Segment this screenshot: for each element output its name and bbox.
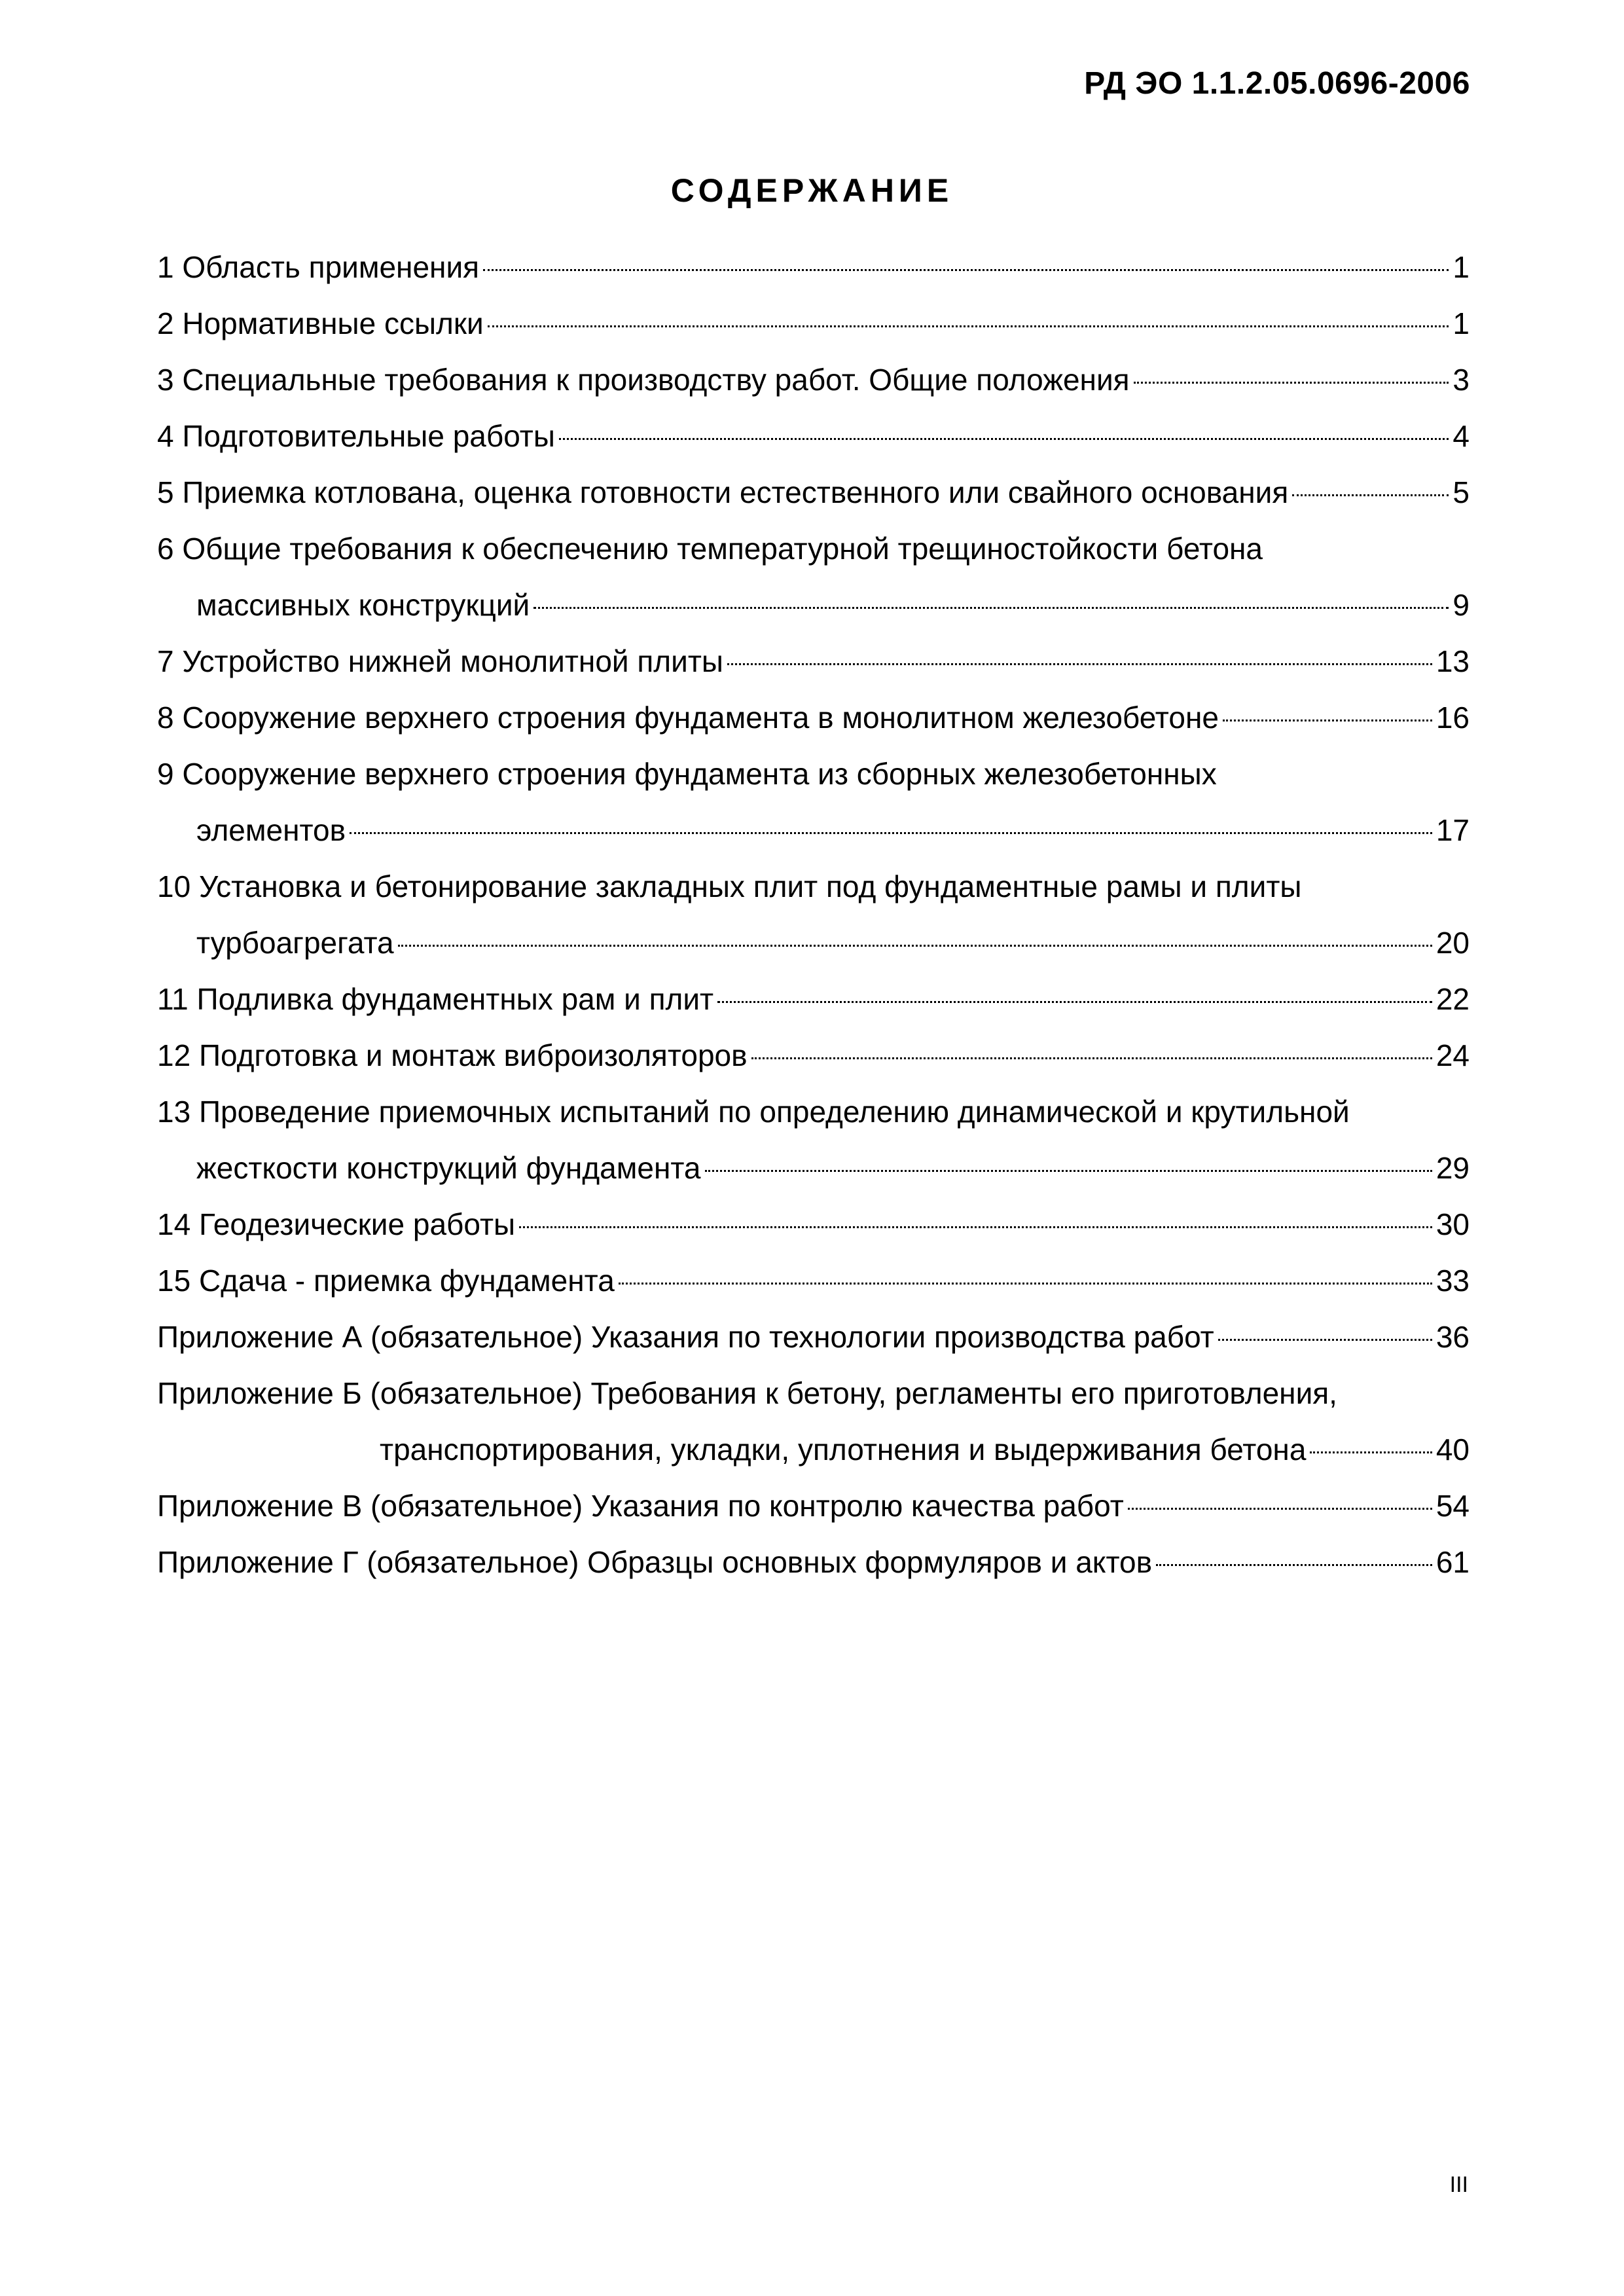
toc-page-number: 4 bbox=[1453, 419, 1470, 453]
toc-page-number: 16 bbox=[1435, 701, 1470, 735]
toc-entry-text: 12 Подготовка и монтаж виброизоляторов bbox=[157, 1038, 748, 1072]
toc-entry-text: 14 Геодезические работы bbox=[157, 1207, 516, 1241]
dot-leader bbox=[559, 438, 1449, 440]
dot-leader bbox=[1218, 1339, 1432, 1341]
toc-entry[interactable] bbox=[157, 464, 1470, 520]
toc-entry-text: 7 Устройство нижней монолитной плиты bbox=[157, 644, 723, 678]
toc-entry-text: 10 Установка и бетонирование закладных плит под фундаментные рамы и плиты bbox=[157, 869, 1302, 903]
toc-entry[interactable] bbox=[157, 971, 1470, 1027]
toc-entry[interactable] bbox=[157, 689, 1470, 746]
toc-entry[interactable] bbox=[157, 1421, 1470, 1478]
toc-entry[interactable] bbox=[157, 1140, 1470, 1196]
toc-entry-text: 3 Специальные требования к производству работ. Общие положения bbox=[157, 363, 1130, 397]
toc-entry[interactable] bbox=[157, 1534, 1470, 1590]
toc-entry[interactable] bbox=[157, 1196, 1470, 1252]
toc-page-number: 13 bbox=[1435, 644, 1470, 678]
toc-entry-text: 6 Общие требования к обеспечению температурной трещиностойкости бетона bbox=[157, 532, 1263, 566]
dot-leader bbox=[1156, 1564, 1432, 1566]
toc-entry[interactable] bbox=[157, 352, 1470, 408]
dot-leader bbox=[533, 607, 1449, 609]
toc-entry-text: Приложение Б (обязательное) Требования к бетону, регламенты его приготовления, bbox=[157, 1376, 1337, 1410]
dot-leader bbox=[1310, 1451, 1432, 1453]
dot-leader bbox=[751, 1057, 1432, 1059]
toc-page-number: 29 bbox=[1435, 1151, 1470, 1185]
toc-entry[interactable] bbox=[157, 915, 1470, 971]
toc-entry-text: 5 Приемка котлована, оценка готовности естественного или свайного основания bbox=[157, 475, 1289, 509]
toc-entry[interactable] bbox=[157, 577, 1470, 633]
toc-page-number: 17 bbox=[1435, 813, 1470, 847]
table-of-contents bbox=[157, 239, 1470, 1590]
toc-entry-text: транспортирования, укладки, уплотнения и выдерживания бетона bbox=[380, 1432, 1307, 1467]
toc-entry[interactable] bbox=[157, 408, 1470, 464]
toc-entry-text: Приложение Г (обязательное) Образцы основных формуляров и актов bbox=[157, 1545, 1153, 1579]
dot-leader bbox=[1292, 494, 1449, 496]
toc-entry[interactable] bbox=[157, 239, 1470, 295]
toc-page-number: 33 bbox=[1435, 1264, 1470, 1298]
dot-leader bbox=[705, 1170, 1432, 1172]
toc-page-number: 1 bbox=[1453, 250, 1470, 284]
toc-page-number: 61 bbox=[1435, 1545, 1470, 1579]
toc-page-number: 20 bbox=[1435, 926, 1470, 960]
toc-entry-text: 13 Проведение приемочных испытаний по определению динамической и крутильной bbox=[157, 1095, 1350, 1129]
dot-leader bbox=[727, 663, 1432, 665]
toc-page-number: 1 bbox=[1453, 306, 1470, 340]
dot-leader bbox=[619, 1283, 1432, 1285]
toc-entry[interactable] bbox=[157, 1478, 1470, 1534]
dot-leader bbox=[1223, 720, 1432, 721]
toc-page-number: 36 bbox=[1435, 1320, 1470, 1354]
toc-entry-text: 8 Сооружение верхнего строения фундамента в монолитном железобетоне bbox=[157, 701, 1219, 735]
toc-page-number: 9 bbox=[1453, 588, 1470, 622]
toc-page-number: 5 bbox=[1453, 475, 1470, 509]
toc-page-number: 3 bbox=[1453, 363, 1470, 397]
dot-leader bbox=[483, 269, 1449, 271]
dot-leader bbox=[350, 832, 1432, 834]
page-number: III bbox=[1449, 2172, 1468, 2197]
dot-leader bbox=[519, 1226, 1432, 1228]
document-code: РД ЭО 1.1.2.05.0696-2006 bbox=[1084, 66, 1470, 101]
toc-entry-text: 9 Сооружение верхнего строения фундамента из сборных железобетонных bbox=[157, 757, 1217, 791]
toc-entry-text: массивных конструкций bbox=[196, 588, 530, 622]
toc-entry[interactable] bbox=[157, 1309, 1470, 1365]
toc-entry-text: 15 Сдача - приемка фундамента bbox=[157, 1264, 615, 1298]
toc-entry[interactable] bbox=[157, 633, 1470, 689]
dot-leader bbox=[488, 325, 1449, 327]
toc-entry-text: 1 Область применения bbox=[157, 250, 480, 284]
toc-entry-text: 2 Нормативные ссылки bbox=[157, 306, 484, 340]
toc-entry-text: Приложение А (обязательное) Указания по технологии производства работ bbox=[157, 1320, 1214, 1354]
toc-page-number: 40 bbox=[1435, 1432, 1470, 1467]
dot-leader bbox=[1128, 1508, 1432, 1510]
toc-page-number: 30 bbox=[1435, 1207, 1470, 1241]
toc-entry[interactable] bbox=[157, 802, 1470, 858]
dot-leader bbox=[1134, 382, 1449, 384]
toc-entry-text: 11 Подливка фундаментных рам и плит bbox=[157, 982, 714, 1016]
toc-entry-text: Приложение В (обязательное) Указания по контролю качества работ bbox=[157, 1489, 1124, 1523]
toc-entry[interactable] bbox=[157, 295, 1470, 352]
toc-title: СОДЕРЖАНИЕ bbox=[670, 172, 954, 209]
dot-leader bbox=[717, 1001, 1432, 1003]
dot-leader bbox=[398, 945, 1432, 947]
toc-entry-text: 4 Подготовительные работы bbox=[157, 419, 555, 453]
toc-entry-text: турбоагрегата bbox=[196, 926, 394, 960]
toc-entry[interactable] bbox=[157, 1027, 1470, 1084]
toc-entry[interactable] bbox=[157, 1252, 1470, 1309]
toc-entry-text: жесткости конструкций фундамента bbox=[196, 1151, 701, 1185]
toc-entry-text: элементов bbox=[196, 813, 346, 847]
toc-page-number: 22 bbox=[1435, 982, 1470, 1016]
toc-page-number: 54 bbox=[1435, 1489, 1470, 1523]
toc-page-number: 24 bbox=[1435, 1038, 1470, 1072]
